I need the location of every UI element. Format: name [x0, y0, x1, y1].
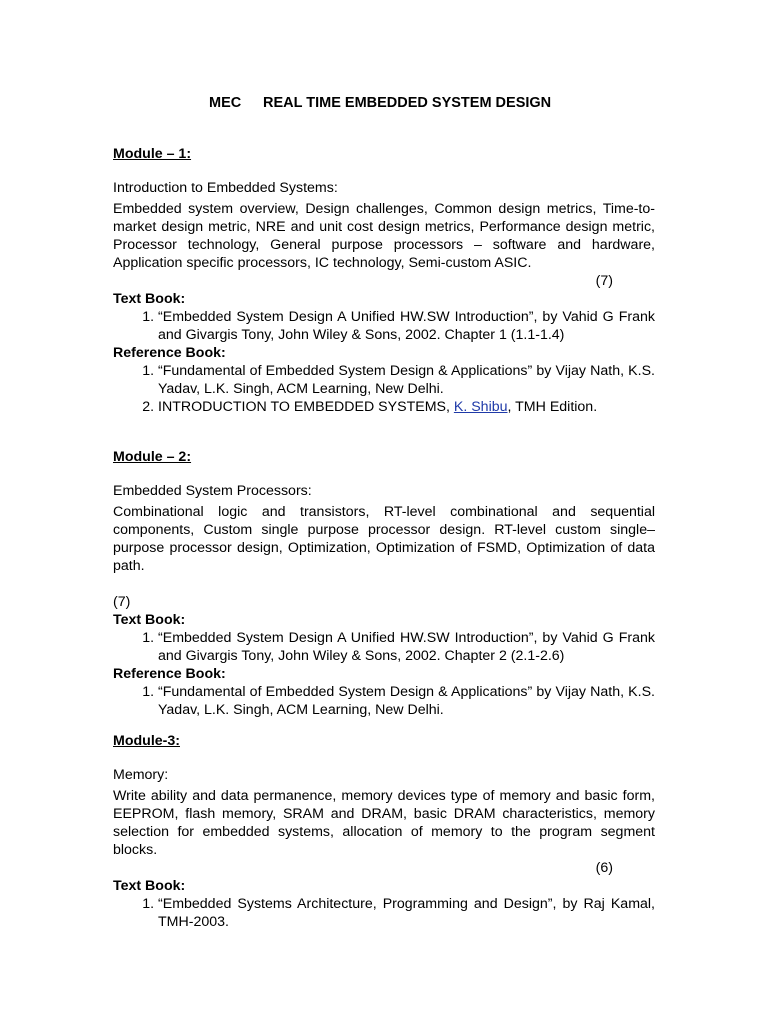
course-code: MEC [209, 95, 242, 111]
module-heading: Module-3: [113, 733, 180, 749]
author-link[interactable]: K. Shibu [453, 399, 508, 415]
reference-book-list [113, 362, 655, 416]
module-hours: (6) [595, 860, 613, 876]
document-title [209, 94, 551, 112]
list-item: 1. “Fundamental of Embedded System Design & Applications” by Vijay Nath, K.S. Yadav, L.K. Singh, ACM Learning, New Delhi. [158, 683, 655, 719]
module-hours: (7) [595, 273, 613, 289]
module-2 [113, 448, 655, 719]
text-book-label: Text Book: [113, 612, 186, 628]
reference-book-label: Reference Book: [113, 666, 226, 682]
text-book-list [113, 308, 655, 344]
reference-book-list [113, 683, 655, 719]
text-book-list [113, 895, 655, 931]
text-book-list [113, 629, 655, 665]
module-1 [113, 145, 655, 416]
list-item [158, 398, 655, 416]
module-heading: Module – 1: [113, 146, 192, 162]
module-3 [113, 732, 655, 931]
reference-text: , TMH Edition. [507, 399, 598, 415]
module-content: Write ability and data permanence, memory devices type of memory and basic form, EEPROM, flash memory, SRAM and DRAM, basic DRAM characteristics, memory selection for embedded systems, allocation of memory to the program segment blocks. [113, 788, 655, 858]
course-title: REAL TIME EMBEDDED SYSTEM DESIGN [263, 95, 552, 111]
list-item: 1. “Embedded Systems Architecture, Programming and Design”, by Raj Kamal, TMH-2003. [158, 895, 655, 931]
module-topic: Memory: [113, 767, 169, 783]
module-hours: (7) [113, 594, 131, 610]
module-heading: Module – 2: [113, 449, 192, 465]
text-book-label: Text Book: [113, 291, 186, 307]
list-item: 1. “Embedded System Design A Unified HW.SW Introduction”, by Vahid G Frank and Givargis Tony, John Wiley & Sons, 2002. Chapter 2 (2.1-2.6) [158, 629, 655, 665]
module-content: Combinational logic and transistors, RT-level combinational and sequential components, Custom single purpose processor design. RT-level custom single–purpose processor design, Optimization, Optimization of FSMD, Optimization of data path. [113, 504, 655, 574]
module-content: Embedded system overview, Design challenges, Common design metrics, Time-to-market design metric, NRE and unit cost design metrics, Performance design metric, Processor technology, General purpose processors – software and hardware, Application specific processors, IC technology, Semi-custom ASIC. [113, 201, 655, 271]
reference-text: INTRODUCTION TO EMBEDDED SYSTEMS, [158, 399, 454, 415]
module-topic: Embedded System Processors: [113, 483, 312, 499]
reference-book-label: Reference Book: [113, 345, 226, 361]
text-book-label: Text Book: [113, 878, 186, 894]
list-item: 1. “Embedded System Design A Unified HW.SW Introduction”, by Vahid G Frank and Givargis Tony, John Wiley & Sons, 2002. Chapter 1 (1.1-1.4) [158, 308, 655, 344]
module-topic: Introduction to Embedded Systems: [113, 180, 338, 196]
list-item: 1. “Fundamental of Embedded System Design & Applications” by Vijay Nath, K.S. Yadav, L.K. Singh, ACM Learning, New Delhi. [158, 362, 655, 398]
